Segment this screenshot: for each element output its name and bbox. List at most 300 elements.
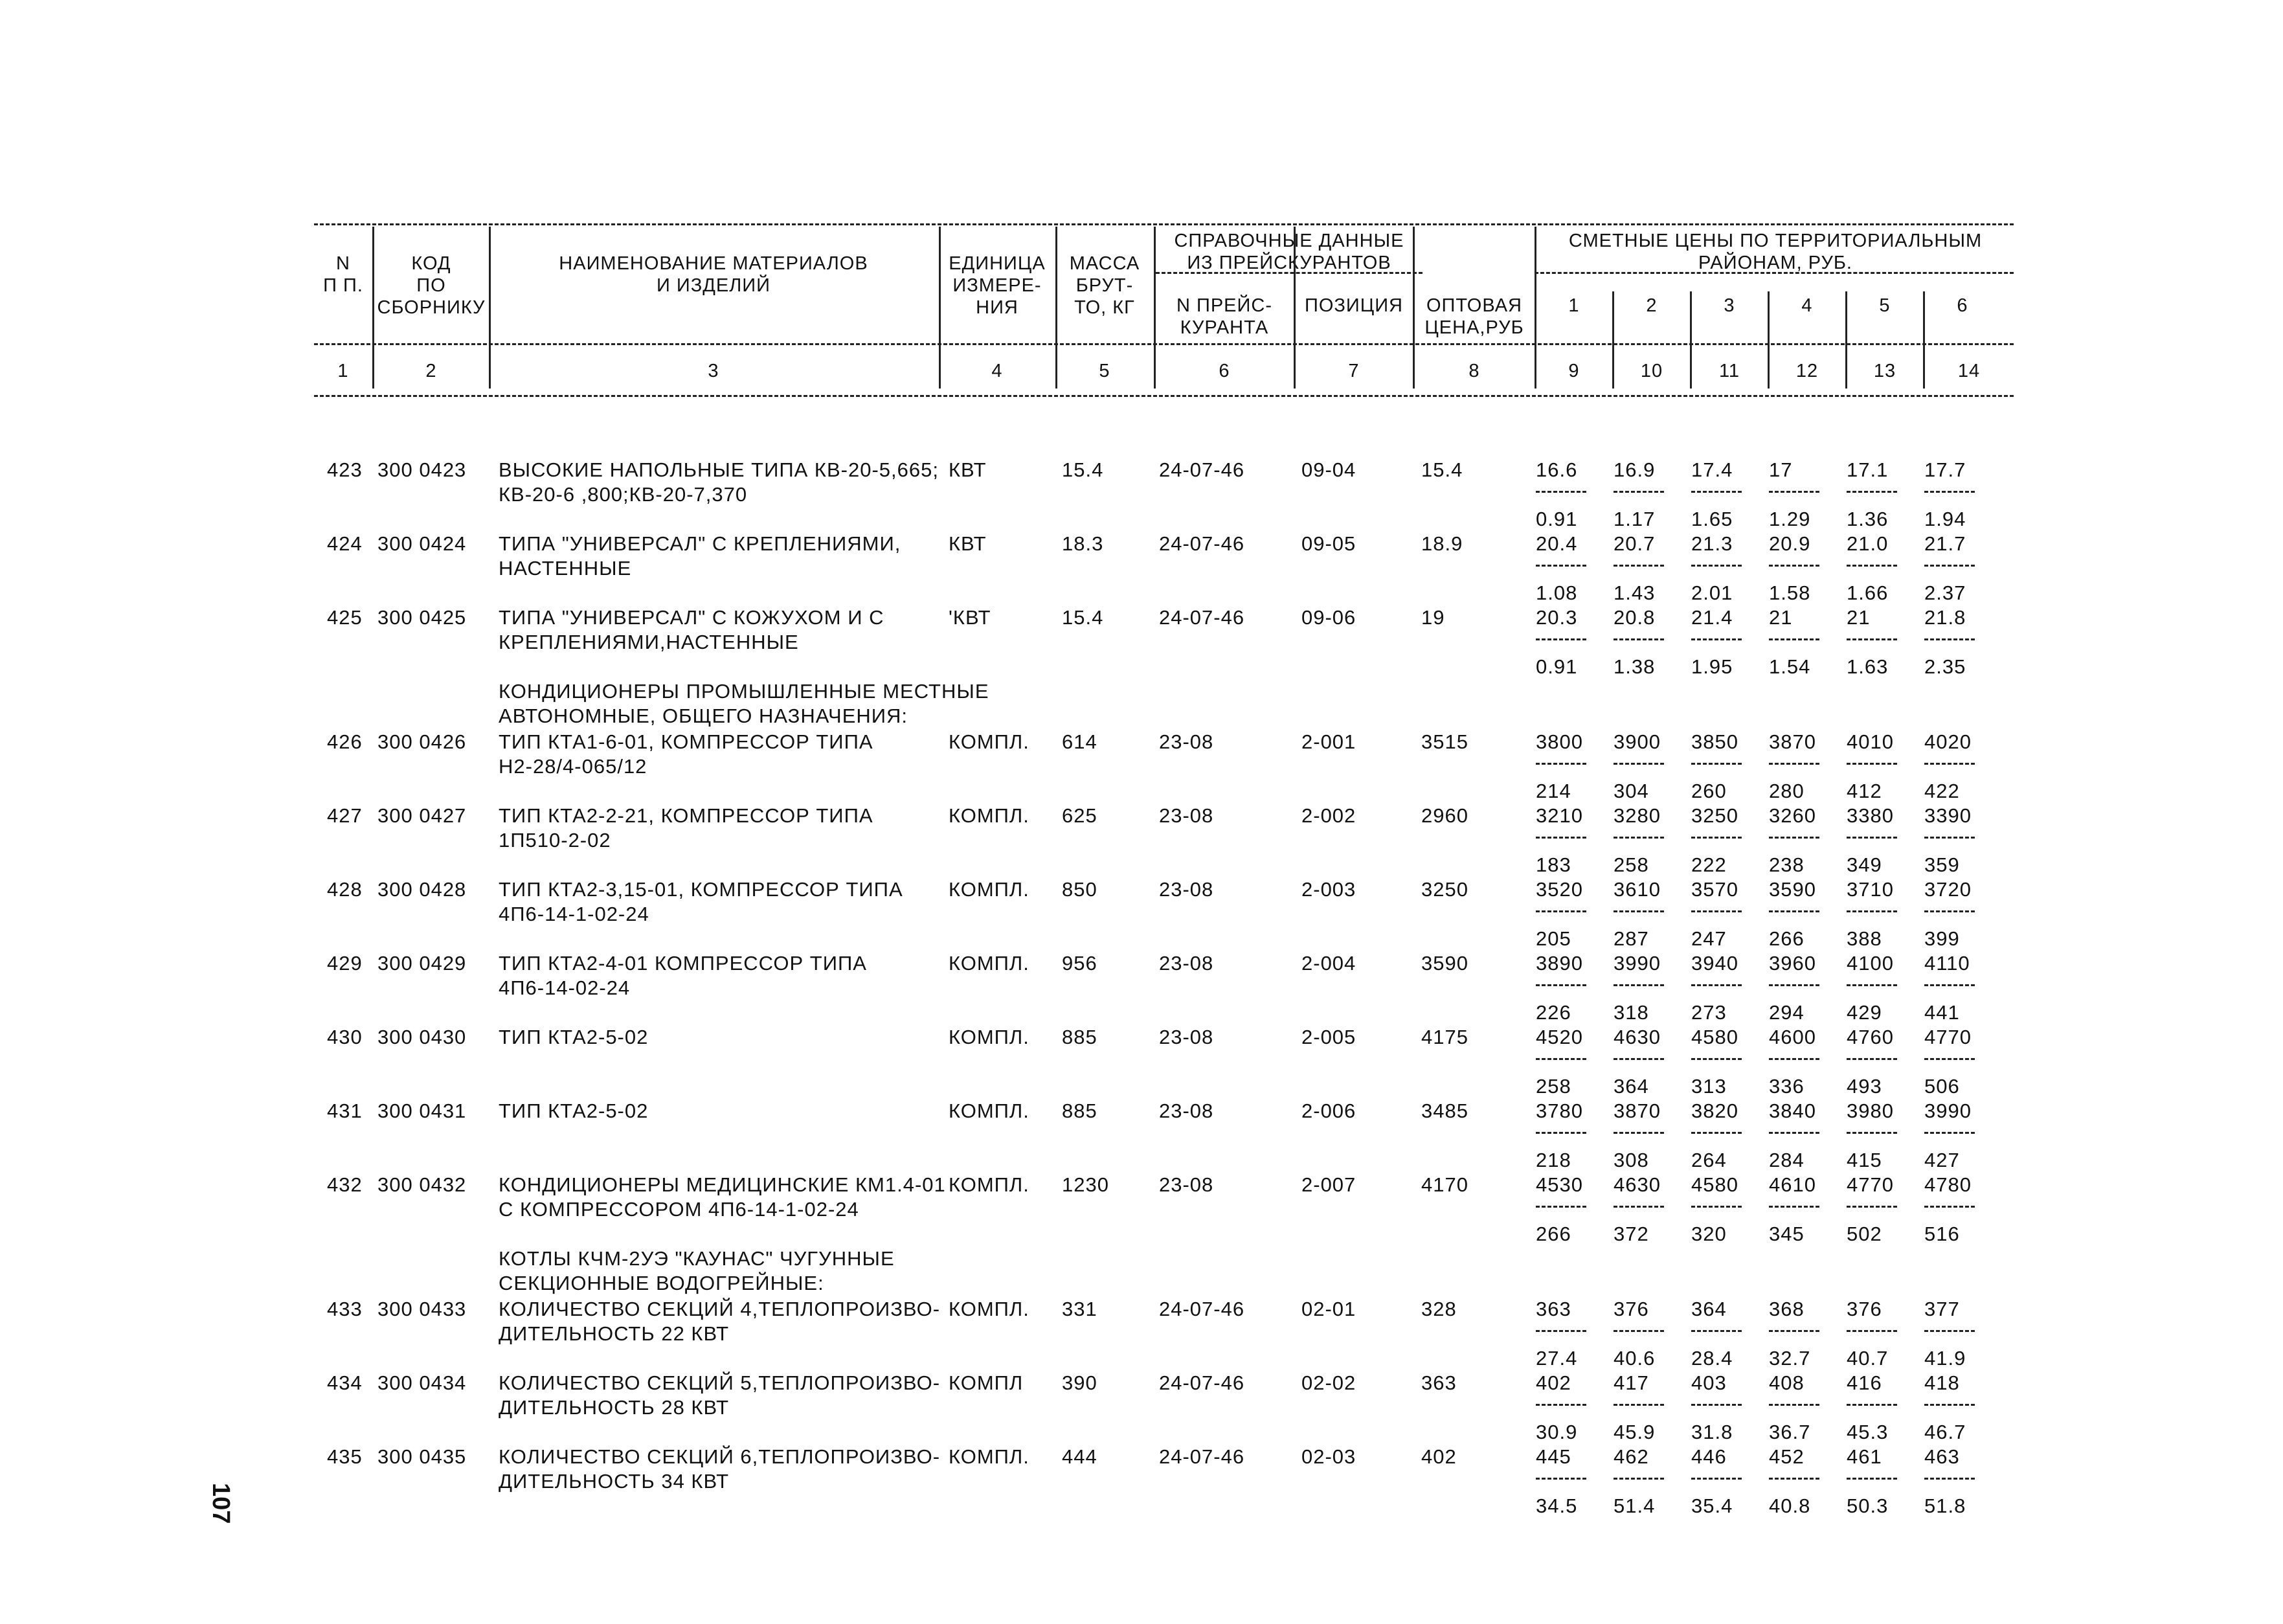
table-row-430-price-region-1: 4520 <box>1536 1026 1583 1048</box>
table-row-430-name-line: ТИП КТА2-5-02 <box>499 1026 649 1048</box>
table-row-425-number: 425 <box>327 606 363 629</box>
fraction-bar <box>1924 1478 1975 1480</box>
table-row-432-pricelist: 23-08 <box>1159 1173 1214 1196</box>
fraction-bar <box>1691 565 1742 567</box>
fraction-bar <box>1924 491 1975 493</box>
fraction-bar <box>1614 565 1664 567</box>
table-row-423-wage-region-5: 1.36 <box>1847 508 1889 530</box>
table-row-428-code: 300 0428 <box>377 878 467 901</box>
table-row-432-code: 300 0432 <box>377 1173 467 1196</box>
fraction-bar <box>1769 837 1819 839</box>
table-row-431-unit: КОМПЛ. <box>949 1100 1029 1122</box>
table-row-432-wholesale-price: 4170 <box>1421 1173 1468 1196</box>
table-row-433-number: 433 <box>327 1298 363 1320</box>
fraction-bar <box>1614 1058 1664 1060</box>
fraction-bar <box>1691 910 1742 912</box>
group-heading-line: КОНДИЦИОНЕРЫ ПРОМЫШЛЕННЫЕ МЕСТНЫЕ <box>499 680 989 703</box>
fraction-bar <box>1536 491 1586 493</box>
table-row-423-name-line: ВЫСОКИЕ НАПОЛЬНЫЕ ТИПА КВ-20-5,665; <box>499 458 939 481</box>
header-mass-2: ТО, КГ <box>1074 297 1135 318</box>
fraction-bar <box>1769 638 1819 640</box>
table-row-428-wage-region-2: 287 <box>1614 927 1649 950</box>
table-row-434-price-region-3: 403 <box>1691 1371 1727 1394</box>
column-divider <box>1768 291 1770 389</box>
table-row-431-code: 300 0431 <box>377 1100 467 1122</box>
table-row-427-mass: 625 <box>1062 804 1097 827</box>
table-row-423-mass: 15.4 <box>1062 458 1104 481</box>
table-row-433-pricelist: 24-07-46 <box>1159 1298 1245 1320</box>
fraction-bar <box>1847 1132 1897 1134</box>
table-row-426-wage-region-1: 214 <box>1536 780 1571 802</box>
table-row-424-wage-region-4: 1.58 <box>1769 581 1811 604</box>
table-row-429-price-region-3: 3940 <box>1691 952 1738 975</box>
table-row-423-price-region-6: 17.7 <box>1924 458 1966 481</box>
header-colnum-14: 14 <box>1957 361 1981 381</box>
table-row-431-mass: 885 <box>1062 1100 1097 1122</box>
table-row-434-wage-region-4: 36.7 <box>1769 1421 1811 1443</box>
header-mid-rule <box>314 343 2014 345</box>
table-row-425-wage-region-5: 1.63 <box>1847 655 1889 678</box>
table-row-423-wage-region-1: 0.91 <box>1536 508 1578 530</box>
table-row-428-unit: КОМПЛ. <box>949 878 1029 901</box>
table-row-435-mass: 444 <box>1062 1445 1097 1468</box>
table-row-429-mass: 956 <box>1062 952 1097 975</box>
fraction-bar <box>1614 984 1664 986</box>
fraction-bar <box>1614 638 1664 640</box>
table-row-431-price-region-3: 3820 <box>1691 1100 1738 1122</box>
table-row-431-number: 431 <box>327 1100 363 1122</box>
table-row-431-position: 2-006 <box>1301 1100 1356 1122</box>
table-row-429-name-line: ТИП КТА2-4-01 КОМПРЕССОР ТИПА <box>499 952 867 975</box>
table-row-430-wholesale-price: 4175 <box>1421 1026 1468 1048</box>
table-row-427-unit: КОМПЛ. <box>949 804 1029 827</box>
fraction-bar <box>1691 1206 1742 1208</box>
fraction-bar <box>1847 1206 1897 1208</box>
table-row-430-price-region-5: 4760 <box>1847 1026 1894 1048</box>
header-mass-0: МАССА <box>1069 253 1140 274</box>
table-row-426-mass: 614 <box>1062 730 1097 753</box>
price-group-rule <box>1535 272 2014 274</box>
table-row-434-code: 300 0434 <box>377 1371 467 1394</box>
table-row-429-price-region-5: 4100 <box>1847 952 1894 975</box>
table-row-425-code: 300 0425 <box>377 606 467 629</box>
fraction-bar <box>1847 910 1897 912</box>
header-region-6: 6 <box>1957 295 1968 316</box>
table-row-425-price-region-3: 21.4 <box>1691 606 1733 629</box>
header-name-1: И ИЗДЕЛИЙ <box>657 275 770 296</box>
table-row-429-wage-region-2: 318 <box>1614 1001 1649 1024</box>
table-row-431-wage-region-5: 415 <box>1847 1149 1882 1171</box>
table-row-430-wage-region-6: 506 <box>1924 1075 1960 1098</box>
fraction-bar <box>1614 1478 1664 1480</box>
table-row-430-number: 430 <box>327 1026 363 1048</box>
fraction-bar <box>1924 837 1975 839</box>
table-row-432-number: 432 <box>327 1173 363 1196</box>
fraction-bar <box>1614 910 1664 912</box>
header-pricelist-0: N ПРЕЙС- <box>1176 295 1272 316</box>
table-row-435-wage-region-1: 34.5 <box>1536 1494 1578 1517</box>
table-row-435-wage-region-3: 35.4 <box>1691 1494 1733 1517</box>
fraction-bar <box>1691 1058 1742 1060</box>
table-row-428-price-region-6: 3720 <box>1924 878 1972 901</box>
fraction-bar <box>1769 1206 1819 1208</box>
table-row-433-wholesale-price: 328 <box>1421 1298 1457 1320</box>
table-row-426-wage-region-6: 422 <box>1924 780 1960 802</box>
fraction-bar <box>1847 837 1897 839</box>
table-row-435-number: 435 <box>327 1445 363 1468</box>
header-colnum-9: 9 <box>1568 361 1580 381</box>
header-price-group-0: СМЕТНЫЕ ЦЕНЫ ПО ТЕРРИТОРИАЛЬНЫМ <box>1568 231 1983 251</box>
table-row-427-position: 2-002 <box>1301 804 1356 827</box>
header-pricelist-1: КУРАНТА <box>1180 317 1269 338</box>
header-ref-group-0: СПРАВОЧНЫЕ ДАННЫЕ <box>1174 231 1404 251</box>
fraction-bar <box>1691 984 1742 986</box>
table-row-434-position: 02-02 <box>1301 1371 1356 1394</box>
table-row-423-wholesale-price: 15.4 <box>1421 458 1463 481</box>
table-row-426-price-region-5: 4010 <box>1847 730 1894 753</box>
table-row-426-wage-region-2: 304 <box>1614 780 1649 802</box>
header-bottom-rule <box>314 395 2014 397</box>
table-row-433-position: 02-01 <box>1301 1298 1356 1320</box>
table-row-423-price-region-5: 17.1 <box>1847 458 1889 481</box>
table-row-424-unit: КВТ <box>949 532 987 555</box>
table-row-434-wholesale-price: 363 <box>1421 1371 1457 1394</box>
header-mass-1: БРУТ- <box>1075 275 1134 296</box>
fraction-bar <box>1924 984 1975 986</box>
table-row-434-pricelist: 24-07-46 <box>1159 1371 1245 1394</box>
column-divider <box>1294 227 1296 389</box>
header-name-0: НАИМЕНОВАНИЕ МАТЕРИАЛОВ <box>559 253 868 274</box>
table-row-434-wage-region-3: 31.8 <box>1691 1421 1733 1443</box>
fraction-bar <box>1847 1404 1897 1406</box>
table-row-427-pricelist: 23-08 <box>1159 804 1214 827</box>
table-row-423-wage-region-3: 1.65 <box>1691 508 1733 530</box>
table-row-429-wage-region-4: 294 <box>1769 1001 1805 1024</box>
table-row-434-wage-region-6: 46.7 <box>1924 1421 1966 1443</box>
table-row-424-number: 424 <box>327 532 363 555</box>
table-row-424-wage-region-6: 2.37 <box>1924 581 1966 604</box>
table-row-429-price-region-6: 4110 <box>1924 952 1970 975</box>
table-row-428-price-region-3: 3570 <box>1691 878 1738 901</box>
table-row-423-price-region-4: 17 <box>1769 458 1793 481</box>
table-row-430-wage-region-5: 493 <box>1847 1075 1882 1098</box>
fraction-bar <box>1536 565 1586 567</box>
header-colnum-5: 5 <box>1099 361 1110 381</box>
table-row-426-price-region-3: 3850 <box>1691 730 1738 753</box>
table-row-428-wage-region-4: 266 <box>1769 927 1805 950</box>
fraction-bar <box>1536 1404 1586 1406</box>
table-row-424-price-region-6: 21.7 <box>1924 532 1966 555</box>
table-row-434-price-region-1: 402 <box>1536 1371 1571 1394</box>
table-row-428-wage-region-6: 399 <box>1924 927 1960 950</box>
table-row-428-price-region-1: 3520 <box>1536 878 1583 901</box>
table-row-424-mass: 18.3 <box>1062 532 1104 555</box>
table-row-433-wage-region-3: 28.4 <box>1691 1347 1733 1370</box>
table-row-427-code: 300 0427 <box>377 804 467 827</box>
table-row-426-pricelist: 23-08 <box>1159 730 1214 753</box>
table-row-426-code: 300 0426 <box>377 730 467 753</box>
table-row-426-wage-region-3: 260 <box>1691 780 1727 802</box>
table-row-425-wage-region-2: 1.38 <box>1614 655 1656 678</box>
table-row-424-price-region-3: 21.3 <box>1691 532 1733 555</box>
table-row-425-price-region-1: 20.3 <box>1536 606 1578 629</box>
table-row-435-price-region-4: 452 <box>1769 1445 1805 1468</box>
table-row-427-price-region-1: 3210 <box>1536 804 1583 827</box>
table-row-430-wage-region-1: 258 <box>1536 1075 1571 1098</box>
table-row-426-price-region-2: 3900 <box>1614 730 1661 753</box>
fraction-bar <box>1847 638 1897 640</box>
table-row-428-wholesale-price: 3250 <box>1421 878 1468 901</box>
table-row-425-unit: 'КВТ <box>949 606 991 629</box>
table-row-434-price-region-4: 408 <box>1769 1371 1805 1394</box>
fraction-bar <box>1536 1478 1586 1480</box>
table-row-432-price-region-3: 4580 <box>1691 1173 1738 1196</box>
fraction-bar <box>1847 565 1897 567</box>
table-row-424-wage-region-3: 2.01 <box>1691 581 1733 604</box>
fraction-bar <box>1769 1404 1819 1406</box>
header-colnum-6: 6 <box>1219 361 1230 381</box>
table-row-427-price-region-2: 3280 <box>1614 804 1661 827</box>
table-row-431-pricelist: 23-08 <box>1159 1100 1214 1122</box>
table-row-432-price-region-4: 4610 <box>1769 1173 1816 1196</box>
table-row-423-name-line: КВ-20-6 ,800;КВ-20-7,370 <box>499 483 748 506</box>
table-row-432-wage-region-4: 345 <box>1769 1223 1805 1245</box>
table-row-427-wage-region-1: 183 <box>1536 853 1571 876</box>
table-row-430-unit: КОМПЛ. <box>949 1026 1029 1048</box>
table-row-435-name-line: КОЛИЧЕСТВО СЕКЦИЙ 6,ТЕПЛОПРОИЗВО- <box>499 1445 941 1468</box>
table-row-435-price-region-1: 445 <box>1536 1445 1571 1468</box>
table-row-429-wholesale-price: 3590 <box>1421 952 1468 975</box>
table-row-435-name-line: ДИТЕЛЬНОСТЬ 34 КВТ <box>499 1470 730 1493</box>
table-row-433-wage-region-6: 41.9 <box>1924 1347 1966 1370</box>
header-code-1: ПО <box>416 275 446 296</box>
header-unit-2: НИЯ <box>976 297 1018 318</box>
table-row-427-wage-region-6: 359 <box>1924 853 1960 876</box>
header-region-5: 5 <box>1879 295 1891 316</box>
fraction-bar <box>1536 910 1586 912</box>
table-row-430-price-region-3: 4580 <box>1691 1026 1738 1048</box>
fraction-bar <box>1691 837 1742 839</box>
table-row-423-number: 423 <box>327 458 363 481</box>
fraction-bar <box>1691 763 1742 765</box>
table-row-424-name-line: НАСТЕННЫЕ <box>499 557 632 580</box>
table-row-427-wholesale-price: 2960 <box>1421 804 1468 827</box>
fraction-bar <box>1536 1330 1586 1332</box>
table-row-425-price-region-5: 21 <box>1847 606 1871 629</box>
fraction-bar <box>1924 1132 1975 1134</box>
table-row-425-wage-region-4: 1.54 <box>1769 655 1811 678</box>
table-row-434-name-line: ДИТЕЛЬНОСТЬ 28 КВТ <box>499 1396 730 1419</box>
table-row-432-wage-region-2: 372 <box>1614 1223 1649 1245</box>
table-row-430-price-region-6: 4770 <box>1924 1026 1972 1048</box>
table-row-435-wholesale-price: 402 <box>1421 1445 1457 1468</box>
header-wholesale-1: ЦЕНА,РУБ <box>1424 317 1524 338</box>
column-divider <box>1923 291 1925 389</box>
table-row-428-price-region-2: 3610 <box>1614 878 1661 901</box>
fraction-bar <box>1691 638 1742 640</box>
fraction-bar <box>1614 837 1664 839</box>
table-row-428-price-region-4: 3590 <box>1769 878 1816 901</box>
table-row-431-wage-region-4: 284 <box>1769 1149 1805 1171</box>
header-unit-0: ЕДИНИЦА <box>949 253 1046 274</box>
table-row-432-price-region-5: 4770 <box>1847 1173 1894 1196</box>
fraction-bar <box>1536 1132 1586 1134</box>
header-colnum-12: 12 <box>1795 361 1819 381</box>
table-row-428-mass: 850 <box>1062 878 1097 901</box>
table-row-423-wage-region-2: 1.17 <box>1614 508 1656 530</box>
fraction-bar <box>1769 763 1819 765</box>
table-row-428-wage-region-1: 205 <box>1536 927 1571 950</box>
header-code-2: СБОРНИКУ <box>377 297 486 318</box>
table-row-423-pricelist: 24-07-46 <box>1159 458 1245 481</box>
fraction-bar <box>1614 1132 1664 1134</box>
fraction-bar <box>1924 1206 1975 1208</box>
table-row-424-price-region-1: 20.4 <box>1536 532 1578 555</box>
table-row-425-name-line: ТИПА "УНИВЕРСАЛ" С КОЖУХОМ И С <box>499 606 884 629</box>
table-row-429-code: 300 0429 <box>377 952 467 975</box>
table-row-424-price-region-4: 20.9 <box>1769 532 1811 555</box>
fraction-bar <box>1536 1206 1586 1208</box>
table-row-433-price-region-1: 363 <box>1536 1298 1571 1320</box>
table-row-430-wage-region-2: 364 <box>1614 1075 1649 1098</box>
table-row-432-wage-region-3: 320 <box>1691 1223 1727 1245</box>
table-row-434-price-region-5: 416 <box>1847 1371 1882 1394</box>
table-row-431-wage-region-3: 264 <box>1691 1149 1727 1171</box>
table-row-423-wage-region-4: 1.29 <box>1769 508 1811 530</box>
header-top-rule <box>314 223 2014 225</box>
table-row-425-name-line: КРЕПЛЕНИЯМИ,НАСТЕННЫЕ <box>499 631 799 653</box>
table-row-424-price-region-2: 20.7 <box>1614 532 1656 555</box>
table-row-431-price-region-6: 3990 <box>1924 1100 1972 1122</box>
fraction-bar <box>1847 491 1897 493</box>
fraction-bar <box>1614 1206 1664 1208</box>
table-row-432-wage-region-5: 502 <box>1847 1223 1882 1245</box>
header-region-4: 4 <box>1801 295 1813 316</box>
header-price-group-1: РАЙОНАМ, РУБ. <box>1698 253 1852 273</box>
table-row-435-pricelist: 24-07-46 <box>1159 1445 1245 1468</box>
table-row-433-wage-region-1: 27.4 <box>1536 1347 1578 1370</box>
header-wholesale-0: ОПТОВАЯ <box>1426 295 1523 316</box>
fraction-bar <box>1769 1330 1819 1332</box>
table-row-429-wage-region-1: 226 <box>1536 1001 1571 1024</box>
table-row-427-price-region-4: 3260 <box>1769 804 1816 827</box>
header-position-0: ПОЗИЦИЯ <box>1305 295 1403 316</box>
table-row-431-wage-region-6: 427 <box>1924 1149 1960 1171</box>
header-colnum-2: 2 <box>425 361 437 381</box>
table-row-428-wage-region-3: 247 <box>1691 927 1727 950</box>
table-row-426-unit: КОМПЛ. <box>949 730 1029 753</box>
fraction-bar <box>1769 565 1819 567</box>
table-row-427-number: 427 <box>327 804 363 827</box>
table-row-427-name-line: 1П510-2-02 <box>499 829 611 851</box>
table-row-424-wholesale-price: 18.9 <box>1421 532 1463 555</box>
table-row-424-wage-region-2: 1.43 <box>1614 581 1656 604</box>
fraction-bar <box>1536 837 1586 839</box>
table-row-430-wage-region-3: 313 <box>1691 1075 1727 1098</box>
table-row-430-wage-region-4: 336 <box>1769 1075 1805 1098</box>
table-row-424-price-region-5: 21.0 <box>1847 532 1889 555</box>
fraction-bar <box>1691 1478 1742 1480</box>
table-row-435-price-region-2: 462 <box>1614 1445 1649 1468</box>
table-row-434-price-region-2: 417 <box>1614 1371 1649 1394</box>
fraction-bar <box>1924 1404 1975 1406</box>
table-row-427-wage-region-2: 258 <box>1614 853 1649 876</box>
fraction-bar <box>1847 1330 1897 1332</box>
header-ref-group-1: ИЗ ПРЕЙСКУРАНТОВ <box>1187 253 1391 273</box>
fraction-bar <box>1691 491 1742 493</box>
table-row-423-position: 09-04 <box>1301 458 1356 481</box>
fraction-bar <box>1924 638 1975 640</box>
fraction-bar <box>1614 491 1664 493</box>
column-divider <box>1055 227 1057 389</box>
table-row-432-price-region-6: 4780 <box>1924 1173 1972 1196</box>
table-row-431-wage-region-1: 218 <box>1536 1149 1571 1171</box>
table-row-431-price-region-5: 3980 <box>1847 1100 1894 1122</box>
table-row-427-price-region-6: 3390 <box>1924 804 1972 827</box>
table-row-428-number: 428 <box>327 878 363 901</box>
table-row-424-position: 09-05 <box>1301 532 1356 555</box>
table-row-431-wage-region-2: 308 <box>1614 1149 1649 1171</box>
fraction-bar <box>1769 910 1819 912</box>
table-row-423-price-region-1: 16.6 <box>1536 458 1578 481</box>
fraction-bar <box>1614 1404 1664 1406</box>
header-colnum-11: 11 <box>1718 361 1740 381</box>
header-colnum-13: 13 <box>1873 361 1896 381</box>
table-row-434-mass: 390 <box>1062 1371 1097 1394</box>
table-row-435-price-region-6: 463 <box>1924 1445 1960 1468</box>
fraction-bar <box>1924 763 1975 765</box>
table-row-428-name-line: 4П6-14-1-02-24 <box>499 903 649 925</box>
table-row-423-wage-region-6: 1.94 <box>1924 508 1966 530</box>
table-row-429-number: 429 <box>327 952 363 975</box>
table-row-431-price-region-4: 3840 <box>1769 1100 1816 1122</box>
table-row-435-unit: КОМПЛ. <box>949 1445 1029 1468</box>
table-row-432-mass: 1230 <box>1062 1173 1109 1196</box>
table-row-433-mass: 331 <box>1062 1298 1097 1320</box>
group-heading-line: КОТЛЫ КЧМ-2УЭ "КАУНАС" ЧУГУННЫЕ <box>499 1247 895 1270</box>
table-row-432-position: 2-007 <box>1301 1173 1356 1196</box>
table-row-430-price-region-4: 4600 <box>1769 1026 1816 1048</box>
table-row-433-wage-region-5: 40.7 <box>1847 1347 1889 1370</box>
table-row-432-wage-region-1: 266 <box>1536 1223 1571 1245</box>
table-row-429-price-region-4: 3960 <box>1769 952 1816 975</box>
table-row-425-mass: 15.4 <box>1062 606 1104 629</box>
table-row-434-wage-region-2: 45.9 <box>1614 1421 1656 1443</box>
fraction-bar <box>1536 763 1586 765</box>
table-row-428-price-region-5: 3710 <box>1847 878 1894 901</box>
table-row-435-wage-region-4: 40.8 <box>1769 1494 1811 1517</box>
table-row-433-wage-region-2: 40.6 <box>1614 1347 1656 1370</box>
table-row-426-wholesale-price: 3515 <box>1421 730 1468 753</box>
fraction-bar <box>1847 763 1897 765</box>
table-row-430-pricelist: 23-08 <box>1159 1026 1214 1048</box>
table-row-427-wage-region-5: 349 <box>1847 853 1882 876</box>
header-colnum-8: 8 <box>1468 361 1480 381</box>
header-code-0: КОД <box>411 253 451 274</box>
header-region-3: 3 <box>1724 295 1735 316</box>
table-row-435-code: 300 0435 <box>377 1445 467 1468</box>
fraction-bar <box>1924 1330 1975 1332</box>
fraction-bar <box>1614 1330 1664 1332</box>
table-row-429-position: 2-004 <box>1301 952 1356 975</box>
table-row-430-code: 300 0430 <box>377 1026 467 1048</box>
table-row-429-price-region-1: 3890 <box>1536 952 1583 975</box>
table-row-433-wage-region-4: 32.7 <box>1769 1347 1811 1370</box>
fraction-bar <box>1769 491 1819 493</box>
ref-group-rule <box>1156 272 1423 274</box>
table-row-430-position: 2-005 <box>1301 1026 1356 1048</box>
table-row-434-wage-region-1: 30.9 <box>1536 1421 1578 1443</box>
